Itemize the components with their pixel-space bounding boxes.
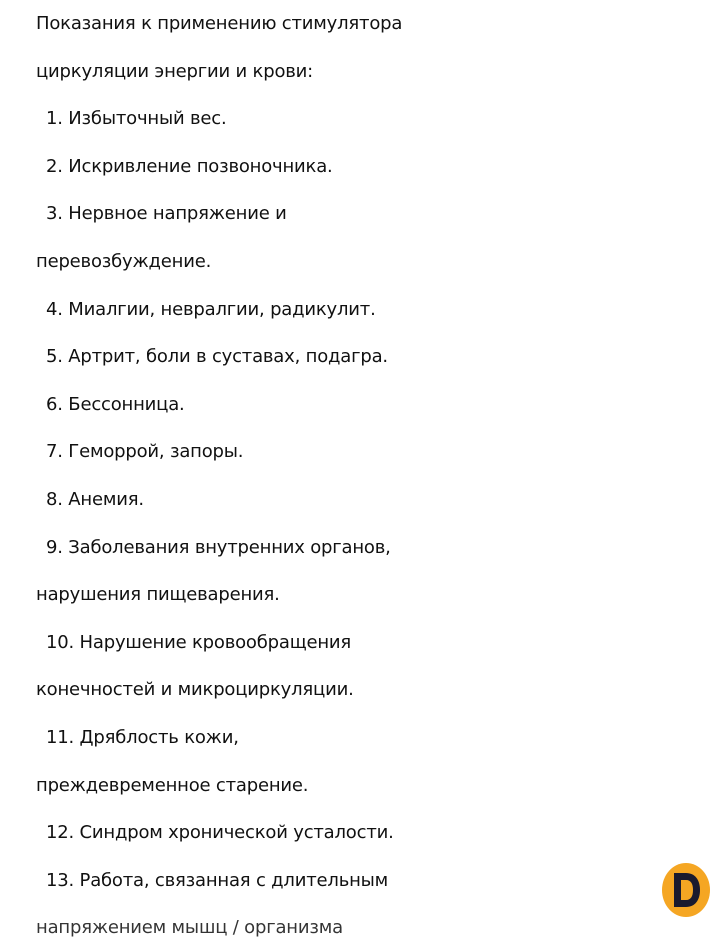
list-item-1: 1. Избыточный вес.	[46, 108, 227, 130]
indications-text	[36, 0, 716, 944]
list-item-9-continued: нарушения пищеварения.	[36, 584, 280, 606]
heading-line-2: циркуляции энергии и крови:	[36, 60, 314, 82]
list-item-3: 3. Нервное напряжение и	[46, 203, 287, 225]
list-item-13: 13. Работа, связанная с длительным	[46, 869, 389, 891]
list-item-10-continued: конечностей и микроциркуляции.	[36, 679, 354, 701]
list-item-8: 8. Анемия.	[46, 488, 144, 510]
list-item-6: 6. Бессонница.	[46, 393, 185, 415]
list-item-7: 7. Геморрой, запоры.	[46, 441, 244, 463]
list-item-3-continued: перевозбуждение.	[36, 250, 212, 272]
list-item-5: 5. Артрит, боли в суставах, подагра.	[46, 346, 388, 368]
list-item-4: 4. Миалгии, невралгии, радикулит.	[46, 298, 376, 320]
list-item-11: 11. Дряблость кожи,	[46, 726, 239, 748]
list-item-2: 2. Искривление позвоночника.	[46, 155, 333, 177]
list-item-11-continued: преждевременное старение.	[36, 774, 309, 796]
logo-inner-cutout	[681, 880, 693, 900]
list-item-13-continued: напряжением мышц / организма	[36, 917, 343, 939]
list-item-10: 10. Нарушение кровообращения	[46, 631, 352, 653]
heading-line-1: Показания к применению стимулятора	[36, 13, 403, 34]
avito-logo-icon	[660, 859, 712, 919]
list-item-12: 12. Синдром хронической усталости.	[46, 822, 394, 844]
list-item-9: 9. Заболевания внутренних органов,	[46, 536, 391, 558]
